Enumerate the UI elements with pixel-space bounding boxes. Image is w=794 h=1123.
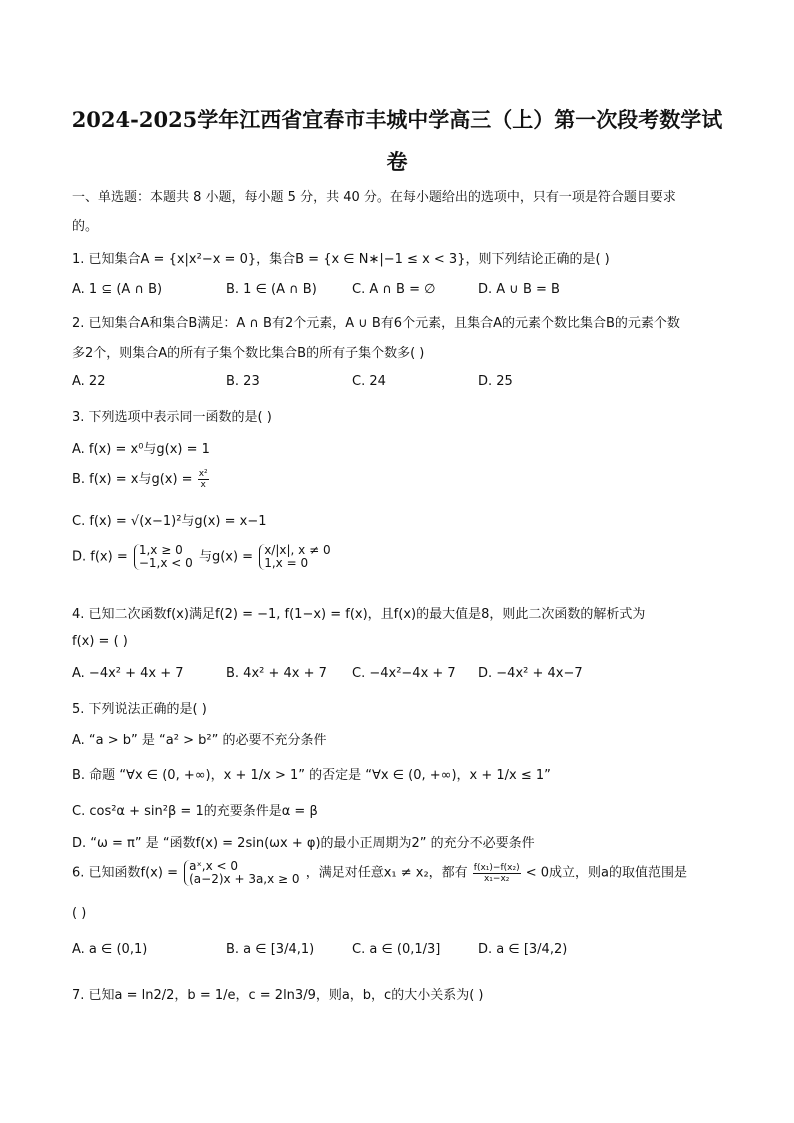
section-instructions-line1: 一、单选题：本题共 8 小题，每小题 5 分，共 40 分。在每小题给出的选项中，只有一项是符合题目要求 bbox=[72, 190, 676, 205]
question-3-option-d-f-piecewise bbox=[134, 544, 193, 570]
question-2-option-b: B. 23 bbox=[226, 374, 260, 389]
question-1-stem: 1. 已知集合A = {x|x²−x = 0}，集合B = {x ∈ N∗|−1 ≤ x < 3}，则下列结论正确的是( ) bbox=[72, 252, 610, 267]
question-6-condition-text: ，满足对任意x₁ ≠ x₂，都有 bbox=[305, 865, 468, 881]
question-1-option-b: B. 1 ∈ (A ∩ B) bbox=[226, 282, 317, 297]
question-3-option-d-f-label: D. f(x) = bbox=[72, 549, 128, 565]
question-4-stem-line1: 4. 已知二次函数f(x)满足f(2) = −1, f(1−x) = f(x)，且f(x)的最大值是8，则此二次函数的解析式为 bbox=[72, 607, 646, 622]
question-2-option-a: A. 22 bbox=[72, 374, 106, 389]
question-2-option-c: C. 24 bbox=[352, 374, 386, 389]
fraction-denominator: x bbox=[200, 480, 206, 490]
piece-1: aˣ,x < 0 bbox=[189, 859, 239, 873]
question-3-option-c: C. f(x) = √(x−1)²与g(x) = x−1 bbox=[72, 514, 267, 529]
piece-1: 1,x ≥ 0 bbox=[138, 543, 183, 557]
question-4-option-d: D. −4x² + 4x−7 bbox=[478, 666, 583, 681]
question-5-option-d: D. “ω = π” 是 “函数f(x) = 2sin(ωx + φ)的最小正周期为2” 的充分不必要条件 bbox=[72, 836, 535, 851]
question-6-piecewise bbox=[184, 860, 299, 886]
question-6-f-label: 6. 已知函数f(x) = bbox=[72, 865, 178, 881]
question-3-stem: 3. 下列选项中表示同一函数的是( ) bbox=[72, 410, 272, 425]
question-6-option-b: B. a ∈ [3/4,1) bbox=[226, 942, 315, 957]
question-5-option-b: B. 命题 “∀x ∈ (0, +∞)，x + 1/x > 1” 的否定是 “∀x ∈ (0, +∞)，x + 1/x ≤ 1” bbox=[72, 768, 551, 783]
question-6-stem-end: < 0成立，则a的取值范围是 bbox=[525, 865, 687, 881]
question-6-option-d: D. a ∈ [3/4,2) bbox=[478, 942, 568, 957]
question-3-option-b bbox=[72, 468, 210, 490]
question-3-option-d-g-label: 与g(x) = bbox=[198, 549, 254, 565]
question-1-option-a: A. 1 ⊆ (A ∩ B) bbox=[72, 282, 163, 297]
piece-1: x/|x|, x ≠ 0 bbox=[264, 543, 331, 557]
document-title-line1: 2024-2025学年江西省宜春市丰城中学高三（上）第一次段考数学试 bbox=[71, 107, 723, 132]
question-5-stem: 5. 下列说法正确的是( ) bbox=[72, 702, 207, 717]
question-6-difference-quotient bbox=[473, 863, 521, 884]
question-4-stem-line2: f(x) = ( ) bbox=[72, 634, 128, 649]
question-1-option-c: C. A ∩ B = ∅ bbox=[352, 282, 436, 297]
question-3-option-b-fraction bbox=[198, 469, 209, 490]
question-5-option-c: C. cos²α + sin²β = 1的充要条件是α = β bbox=[72, 804, 318, 819]
question-3-option-d-g-piecewise bbox=[259, 544, 330, 570]
piece-2: 1,x = 0 bbox=[264, 556, 309, 570]
question-6-stem-line2: ( ) bbox=[72, 906, 87, 921]
question-6-option-a: A. a ∈ (0,1) bbox=[72, 942, 148, 957]
fraction-numerator: f(x₁)−f(x₂) bbox=[473, 862, 520, 873]
question-7-stem: 7. 已知a = ln2/2，b = 1/e，c = 2ln3/9，则a，b，c的大小关系为( ) bbox=[72, 988, 484, 1003]
question-3-option-b-text: B. f(x) = x与g(x) = bbox=[72, 472, 193, 487]
section-instructions-line2: 的。 bbox=[72, 219, 99, 234]
question-4-option-b: B. 4x² + 4x + 7 bbox=[226, 666, 327, 681]
question-1-option-d: D. A ∪ B = B bbox=[478, 282, 560, 297]
piece-2: (a−2)x + 3a,x ≥ 0 bbox=[189, 872, 300, 886]
question-3-option-a: A. f(x) = x⁰与g(x) = 1 bbox=[72, 442, 210, 457]
question-6-stem-line1 bbox=[72, 860, 687, 886]
question-2-stem-line2: 多2个，则集合A的所有子集个数比集合B的所有子集个数多( ) bbox=[72, 346, 425, 361]
fraction-denominator: x₁−x₂ bbox=[483, 873, 510, 884]
question-2-stem-line1: 2. 已知集合A和集合B满足：A ∩ B有2个元素，A ∪ B有6个元素，且集合A的元素个数比集合B的元素个数 bbox=[72, 316, 680, 331]
question-3-option-d bbox=[72, 544, 333, 570]
question-6-option-c: C. a ∈ (0,1/3] bbox=[352, 942, 441, 957]
document-title-line2: 卷 bbox=[386, 149, 408, 174]
fraction-numerator: x² bbox=[198, 469, 208, 479]
question-2-option-d: D. 25 bbox=[478, 374, 513, 389]
piece-2: −1,x < 0 bbox=[138, 556, 193, 570]
question-5-option-a: A. “a > b” 是 “a² > b²” 的必要不充分条件 bbox=[72, 733, 327, 748]
question-4-option-a: A. −4x² + 4x + 7 bbox=[72, 666, 184, 681]
question-4-option-c: C. −4x²−4x + 7 bbox=[352, 666, 456, 681]
